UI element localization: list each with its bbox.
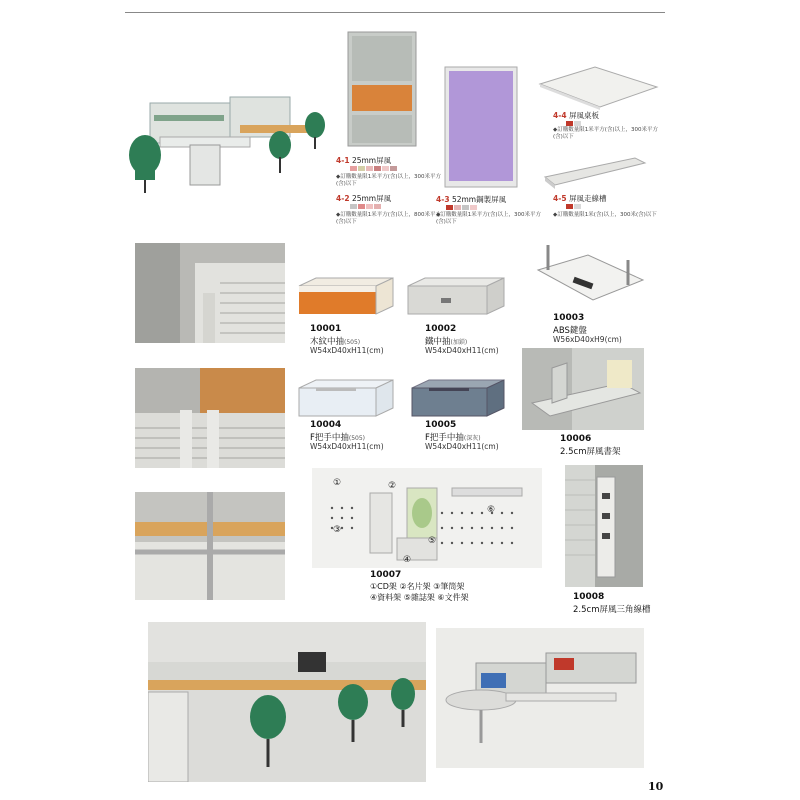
product-10005-name: F把手中抽 xyxy=(425,433,464,443)
panel-4-3-note: ◆訂購數量限1米平方(含)以上，300米平方(含)以下 xyxy=(436,212,542,225)
product-10003-dim: W56xD40xH9(cm) xyxy=(553,335,622,344)
panel-4-4-id: 4-4 xyxy=(553,111,567,120)
product-10008-name: 2.5cm屏風三角線槽 xyxy=(573,605,651,615)
marker-3: ③ xyxy=(333,525,342,535)
product-10002-code: 10002 xyxy=(425,324,457,334)
product-10002-sub: (加鎖) xyxy=(450,339,468,346)
keyboard-tray-10003-image xyxy=(528,240,648,312)
panel-4-5-name: 屏風走線槽 xyxy=(568,194,607,203)
product-10004-sub: (505) xyxy=(348,435,366,442)
product-10002-dim: W54xD40xH11(cm) xyxy=(425,346,499,355)
panel-4-1-image xyxy=(346,30,418,148)
top-rule xyxy=(125,12,665,13)
product-10002-name: 鐵中抽 xyxy=(425,337,451,347)
panel-4-2-swatches xyxy=(350,204,381,209)
panel-4-3-swatches xyxy=(446,205,477,210)
product-10001-name: 木紋中抽 xyxy=(310,337,345,347)
page-number: 10 xyxy=(648,780,664,793)
product-10006-code: 10006 xyxy=(560,434,592,444)
product-10005-code: 10005 xyxy=(425,420,457,430)
product-10008-code: 10008 xyxy=(573,592,605,602)
panel-4-1-swatches xyxy=(350,166,397,171)
panel-4-2-id: 4-2 xyxy=(336,194,350,203)
channel-10008-image xyxy=(565,465,643,587)
panel-4-4-image xyxy=(535,62,660,112)
marker-4: ④ xyxy=(403,555,412,565)
office-scene-photo-2 xyxy=(436,628,644,768)
panel-4-5-swatches xyxy=(566,204,581,209)
drawer-10004-image xyxy=(296,378,396,420)
panel-4-5-id: 4-5 xyxy=(553,194,567,203)
panel-4-4-name: 屏風桌板 xyxy=(568,111,599,120)
marker-6: ⑥ xyxy=(487,505,496,515)
accessory-rail-10007-image xyxy=(312,468,542,568)
closeup-photo-2 xyxy=(135,368,285,468)
panel-4-1-name: 25mm屏風 xyxy=(351,156,392,165)
closeup-photo-3 xyxy=(135,492,285,600)
panel-4-5-note: ◆訂購數量限1米(含)以上，300米(含)以下 xyxy=(553,212,657,218)
panel-4-1-id: 4-1 xyxy=(336,156,350,165)
accessory-list-line2: ④資料架 ⑤雜誌架 ⑥文件架 xyxy=(370,593,469,602)
panel-4-3-id: 4-3 xyxy=(436,195,450,204)
drawer-10001-image xyxy=(296,276,396,318)
product-10006-name: 2.5cm屏風書架 xyxy=(560,447,621,457)
panel-4-4-swatches xyxy=(566,121,581,126)
product-10004-dim: W54xD40xH11(cm) xyxy=(310,442,384,451)
marker-5: ⑤ xyxy=(428,536,437,546)
product-10003-code: 10003 xyxy=(553,313,585,323)
marker-1: ① xyxy=(333,478,342,488)
marker-2: ② xyxy=(388,481,397,491)
drawer-10002-image xyxy=(405,276,507,318)
panel-4-2-note: ◆訂購數量限1米平方(含)以上，800米平方(含)以下 xyxy=(336,212,442,225)
product-10001-dim: W54xD40xH11(cm) xyxy=(310,346,384,355)
product-10004-code: 10004 xyxy=(310,420,342,430)
panel-4-4-note: ◆訂購數量限1米平方(含)以上，300米平方(含)以下 xyxy=(553,127,659,140)
drawer-10005-image xyxy=(409,378,507,420)
panel-4-1-note: ◆訂購數量限1米平方(含)以上，300米平方(含)以下 xyxy=(336,174,442,187)
panel-4-3-image xyxy=(443,65,519,190)
product-10005-dim: W54xD40xH11(cm) xyxy=(425,442,499,451)
bookshelf-10006-image xyxy=(522,348,644,430)
closeup-photo-1 xyxy=(135,243,285,343)
product-10005-sub: (深灰) xyxy=(463,435,481,442)
product-10004-name: F把手中抽 xyxy=(310,433,349,443)
product-10003-name: ABS鍵盤 xyxy=(553,326,587,336)
panel-4-3-name: 52mm鋼製屏風 xyxy=(451,195,507,204)
panel-4-2-name: 25mm屏風 xyxy=(351,194,392,203)
product-10007-code: 10007 xyxy=(370,570,402,580)
panel-4-5-image xyxy=(540,155,650,191)
office-scene-photo-1 xyxy=(148,622,426,782)
accessory-list-line1: ①CD架 ②名片架 ③筆筒架 xyxy=(370,582,465,591)
product-10001-sub: (505) xyxy=(344,339,361,346)
product-10001-code: 10001 xyxy=(310,324,342,334)
workstation-photo xyxy=(120,85,340,200)
